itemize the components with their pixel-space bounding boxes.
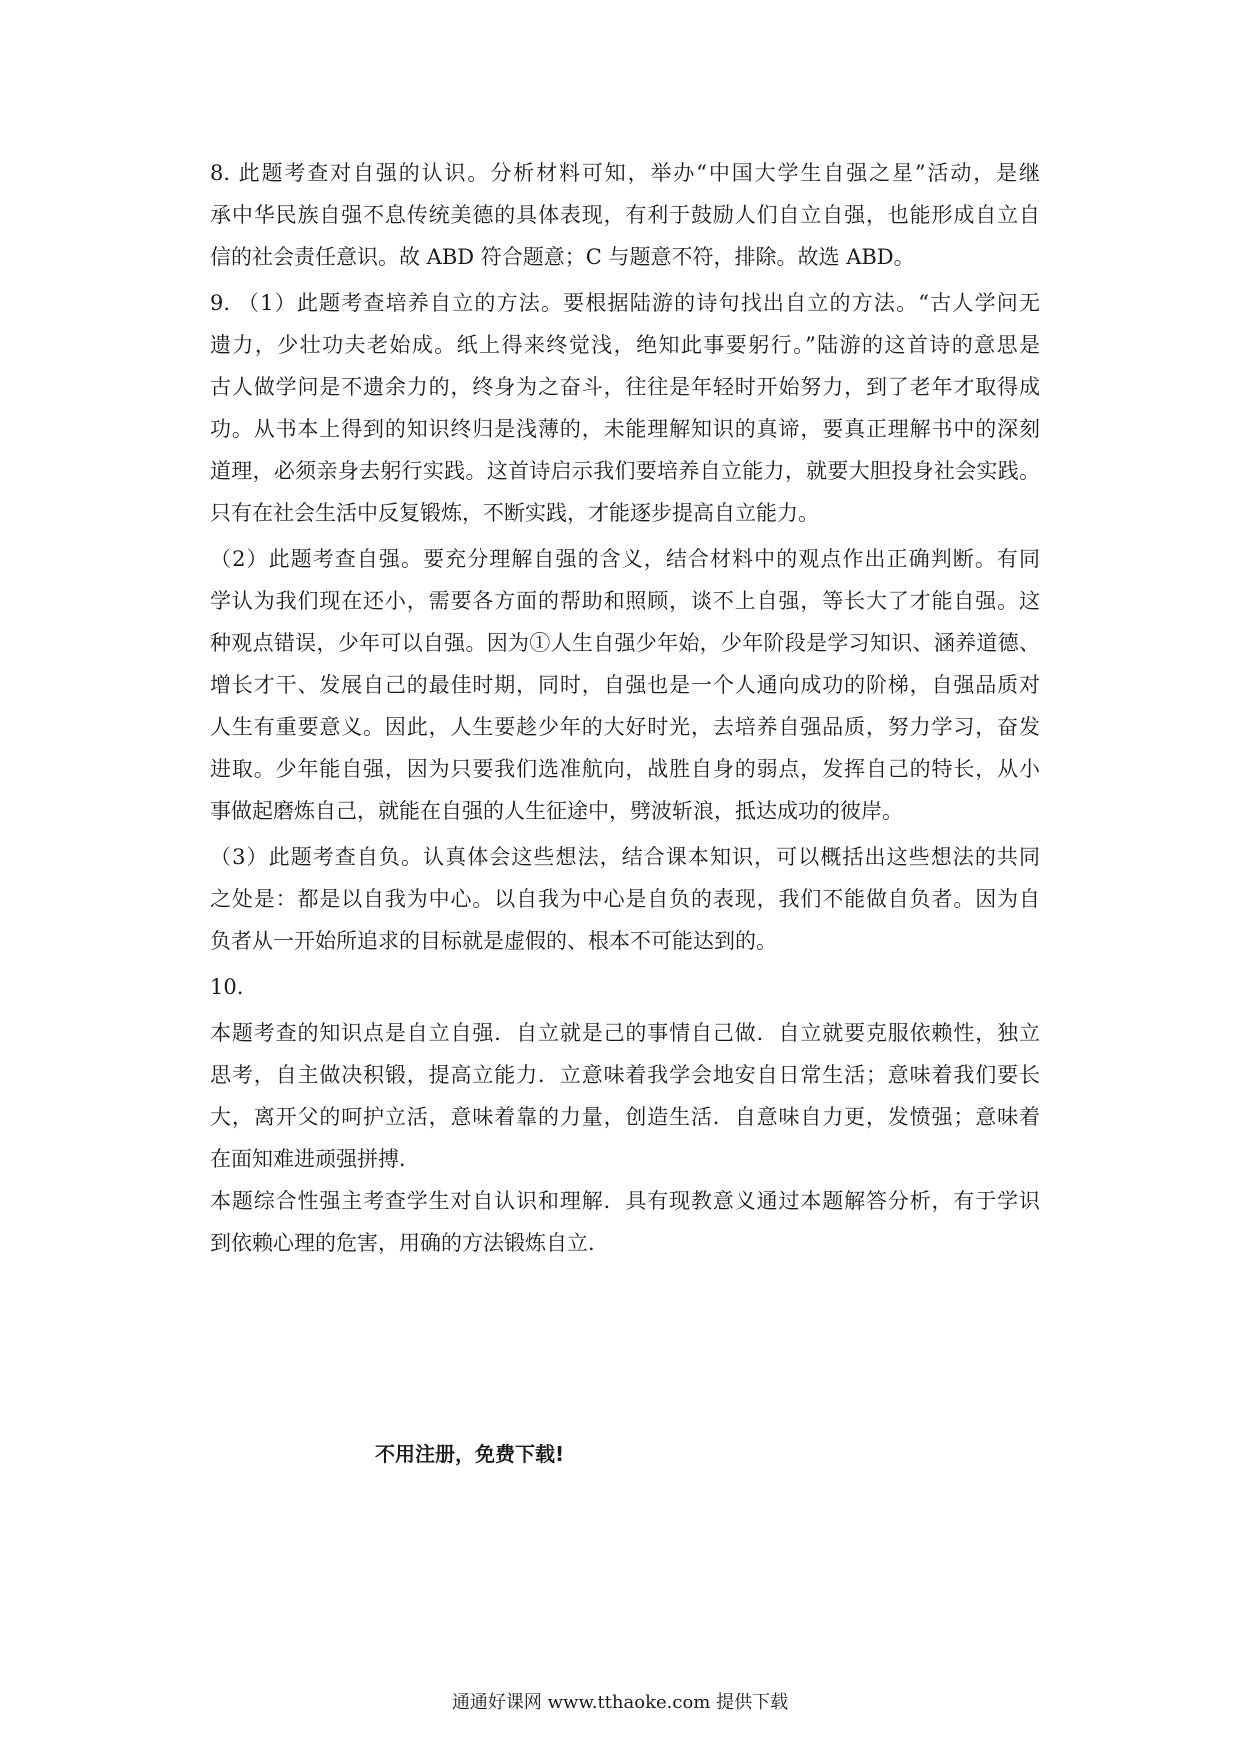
text-line: （3）此题考查自负。认真体会这些想法，结合课本知识，可以概括出这些想法的共同 [210,845,1040,869]
text-line: 思考，自主做决积锻，提高立能力．立意味着我学会地安自日常生活；意味着我们要长 [210,1063,1040,1087]
text-line: 进取。少年能自强，因为只要我们选准航向，战胜自身的弱点，发挥自己的特长，从小 [210,757,1040,781]
text-line: 事做起磨炼自己，就能在自强的人生征途中，劈波斩浪，抵达成功的彼岸。 [210,799,903,823]
text-line: 种观点错误，少年可以自强。因为①人生自强少年始，少年阶段是学习知识、涵养道德、 [210,631,1040,655]
answer-8 [210,152,1040,278]
answer-10 [210,966,1040,1264]
text-line: 8. 此题考查对自强的认识。分析材料可知，举办“中国大学生自强之星”活动，是继 [210,161,1040,185]
text-line: 信的社会责任意识。故 ABD 符合题意；C 与题意不符，排除。故选 ABD。 [210,245,915,269]
text-line: 之处是：都是以自我为中心。以自我为中心是自负的表现，我们不能做自负者。因为自 [210,887,1040,911]
text-line: 在面知难进顽强拼搏． [210,1147,420,1171]
answer-9-part-3 [210,836,1040,962]
text-line: 承中华民族自强不息传统美德的具体表现，有利于鼓励人们自立自强，也能形成自立自 [210,203,1040,227]
page-footer: 通通好课网 www.tthaoke.com 提供下载 [451,1692,789,1713]
answer-9-part-1 [210,282,1040,534]
answer-9-part-2 [210,538,1040,832]
promo-text: 不用注册，免费下载! [375,1442,565,1466]
text-line: 大，离开父的呵护立活，意味着靠的力量，创造生活．自意味自力更，发愤强；意味着 [210,1105,1040,1129]
text-line: 到依赖心理的危害，用确的方法锻炼自立． [210,1231,609,1255]
text-line: 增长才干、发展自己的最佳时期，同时，自强也是一个人通向成功的阶梯，自强品质对 [210,673,1040,697]
question-number: 10. [210,975,244,999]
text-line: 负者从一开始所追求的目标就是虚假的、根本不可能达到的。 [210,929,777,953]
text-line: 功。从书本上得到的知识终归是浅薄的，未能理解知识的真谛，要真正理解书中的深刻 [210,417,1040,441]
text-line: 只有在社会生活中反复锻炼，不断实践，才能逐步提高自立能力。 [210,501,819,525]
text-line: 遗力，少壮功夫老始成。纸上得来终觉浅，绝知此事要躬行。”陆游的这首诗的意思是 [210,333,1040,357]
text-line: 本题考查的知识点是自立自强．自立就是己的事情自己做．自立就要克服依赖性，独立 [210,1021,1040,1045]
answer-content [210,152,1040,1264]
text-line: 道理，必须亲身去躬行实践。这首诗启示我们要培养自立能力，就要大胆投身社会实践。 [210,459,1040,483]
text-line: 古人做学问是不遗余力的，终身为之奋斗，往往是年轻时开始努力，到了老年才取得成 [210,375,1040,399]
text-line: （2）此题考查自强。要充分理解自强的含义，结合材料中的观点作出正确判断。有同 [210,547,1040,571]
text-line: 学认为我们现在还小，需要各方面的帮助和照顾，谈不上自强，等长大了才能自强。这 [210,589,1040,613]
text-line: 9. （1）此题考查培养自立的方法。要根据陆游的诗句找出自立的方法。“古人学问无 [210,291,1040,315]
text-line: 本题综合性强主考查学生对自认识和理解．具有现教意义通过本题解答分析，有于学识 [210,1189,1040,1213]
text-line: 人生有重要意义。因此，人生要趁少年的大好时光，去培养自强品质，努力学习，奋发 [210,715,1040,739]
